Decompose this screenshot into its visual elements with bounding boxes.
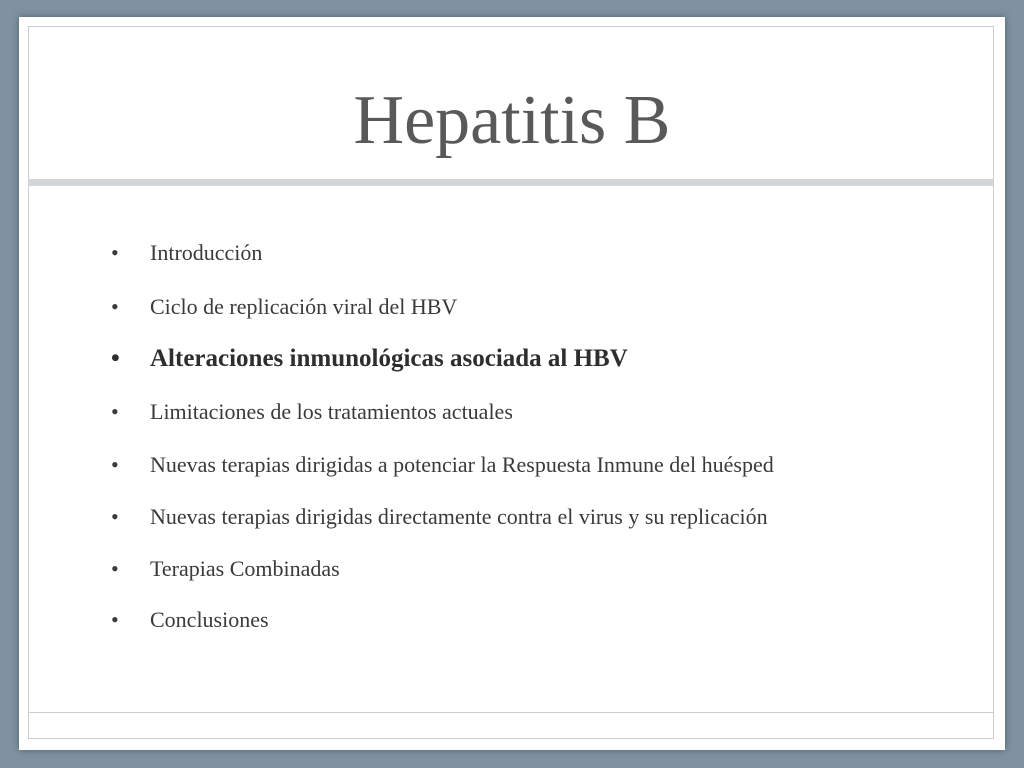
bullet-text: Terapias Combinadas — [150, 556, 340, 581]
bullet-text: Ciclo de replicación viral del HBV — [150, 294, 458, 319]
bullet-icon: • — [111, 240, 119, 265]
bullet-icon: • — [111, 294, 119, 319]
title-divider — [28, 179, 994, 186]
bullet-icon: • — [111, 607, 119, 632]
bullet-icon: • — [111, 556, 119, 581]
bullet-item-ciclo-replicacion — [111, 293, 457, 321]
slide-title: Hepatitis B — [353, 82, 671, 159]
footer-divider — [28, 712, 994, 713]
bullet-text: Nuevas terapias dirigidas directamente contra el virus y su replicación — [150, 504, 768, 529]
bullet-icon: • — [111, 504, 119, 529]
bullet-item-introduccion — [111, 239, 262, 267]
bullet-text: Introducción — [150, 240, 263, 265]
bullet-icon: • — [111, 452, 119, 477]
bullet-item-terapias-respuesta-inmune — [111, 451, 774, 479]
bullet-text: Limitaciones de los tratamientos actuales — [150, 399, 513, 424]
bullet-item-limitaciones — [111, 398, 513, 426]
bullet-icon: • — [111, 399, 119, 424]
bullet-item-alteraciones-inmunologicas — [111, 345, 628, 373]
bullet-text: Nuevas terapias dirigidas a potenciar la Respuesta Inmune del huésped — [150, 452, 774, 477]
slide — [19, 17, 1005, 750]
bullet-item-terapias-contra-virus — [111, 503, 768, 531]
bullet-text: Conclusiones — [150, 607, 269, 632]
bullet-item-terapias-combinadas — [111, 555, 340, 583]
bullet-item-conclusiones — [111, 606, 269, 634]
bullet-text: Alteraciones inmunológicas asociada al HBV — [150, 345, 628, 372]
bullet-icon: • — [111, 345, 120, 372]
